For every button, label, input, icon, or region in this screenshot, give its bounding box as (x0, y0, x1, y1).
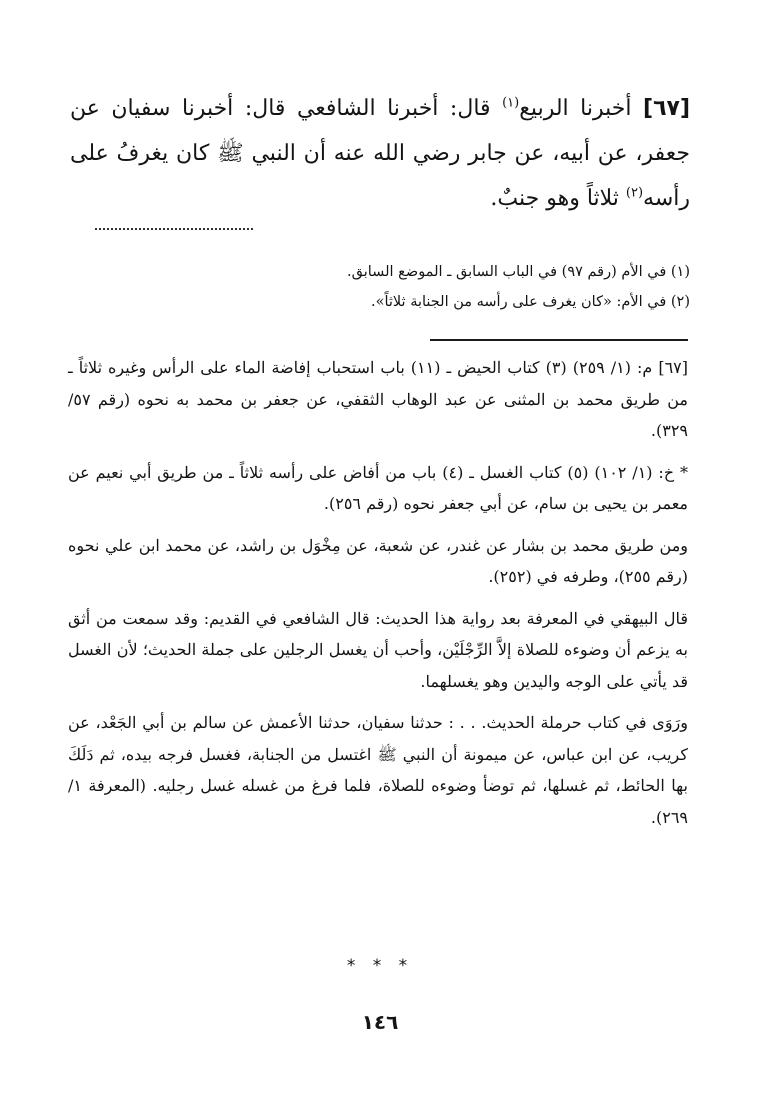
page-number: ١٤٦ (361, 1010, 399, 1034)
footnote-marker-2: (٢) (625, 185, 644, 201)
hadith-text-part-1: أخبرنا الربيع (519, 96, 644, 121)
commentary (68, 352, 688, 843)
commentary-paragraph-bukhari: * خ: (١/ ١٠٢) (٥) كتاب الغسل ـ (٤) باب من أفاض على رأسه ثلاثاً ـ من طريق أبي نعيم عن معمر بن يحيى بن سام، عن أبي جعفر نحوه (رقم ٢٥٦). (68, 462, 689, 513)
footnote-separator-dots (95, 228, 253, 236)
commentary-paragraph-bayhaqi: قال البيهقي في المعرفة بعد رواية هذا الحديث: قال الشافعي في القديم: وقد سمعت من أثق به يزعم أن وضوءه للصلاة إلاَّ الرِّجْلَيْن، وأحب أن يغسل الرجلين على جملة الحديث؛ لأن الغسل قد يأتي على الوجه واليدين وهو يغسلهما. (68, 608, 689, 691)
hadith-text (70, 86, 690, 221)
footnote-2: (٢) في الأم: «كان يغرف على رأسه من الجنابة ثلاثاً». (370, 294, 690, 310)
hadith-text-part-2: قال: أخبرنا الشافعي قال: أخبرنا سفيان عن جعفر، عن أبيه، عن جابر رضي الله عنه أن النبي ﷺ كان يغرفُ على رأسه (70, 96, 690, 211)
commentary-separator-rule (430, 339, 688, 341)
section-separator-stars: * * * (346, 956, 414, 976)
footnote-marker-1: (١) (502, 95, 520, 111)
hadith-text-part-3: ثلاثاً وهو جنبٌ. (490, 186, 626, 211)
commentary-paragraph-harmala: ورَوَى في كتاب حرملة الحديث. . . : حدثنا سفيان، حدثنا الأعمش عن سالم بن أبي الجَعْد، عن كريب، عن ابن عباس، عن ميمونة أن النبي ﷺ اغتسل من الجنابة، فغسل فرجه بيده، ثم دَلَكَ بها الحائط، ثم غسلها، ثم توضأ وضوءه للصلاة، فلما فرغ من غسله غسل رجليه. (المعرفة ١/ ٢٦٩). (68, 713, 688, 827)
hadith-number: [٦٧] (643, 96, 690, 121)
commentary-paragraph-other-route: ومن طريق محمد بن بشار عن غندر، عن شعبة، عن مِخْوَل بن راشد، عن محمد ابن علي نحوه (رقم ٢٥٥)، وطرفه في (٢٥٢). (68, 535, 688, 586)
footnotes (70, 257, 690, 317)
footnote-1: (١) في الأم (رقم ٩٧) في الباب السابق ـ الموضع السابق. (347, 264, 690, 280)
commentary-paragraph-muslim: [٦٧] م: (١/ ٢٥٩) (٣) كتاب الحيض ـ (١١) باب استحباب إفاضة الماء على الرأس وغيره ثلاثاً ـ من طريق محمد بن المثنى عن عبد الوهاب الثقفي، عن جعفر بن محمد به نحوه (رقم ٥٧/ ٣٢٩). (68, 358, 688, 440)
